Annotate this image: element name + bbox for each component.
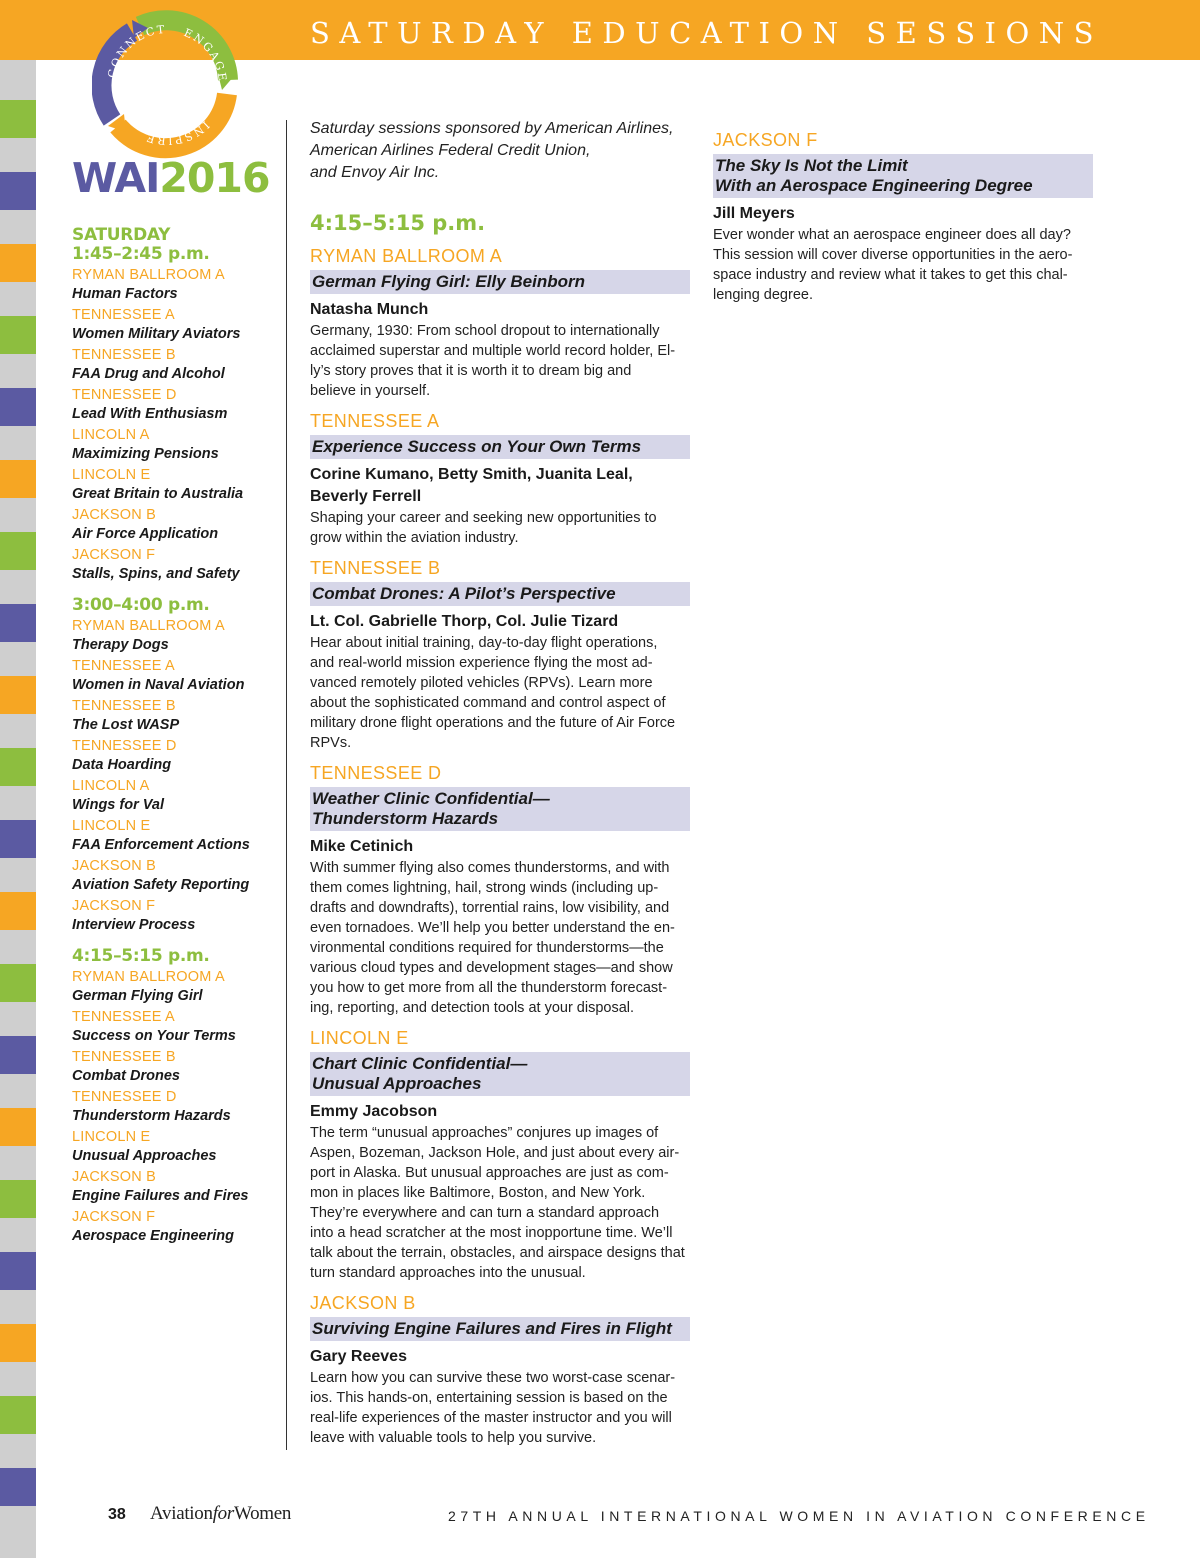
session-description-line: mon in places like Baltimore, Boston, and New York.: [310, 1185, 646, 1201]
brand-wai: WAI: [72, 154, 160, 202]
strip-block: [0, 316, 36, 354]
schedule-sidebar: [72, 226, 277, 1246]
session-block: [310, 409, 690, 548]
session-block: [310, 244, 690, 401]
strip-block: [0, 244, 36, 282]
sponsor-intro-line: and Envoy Air Inc.: [310, 164, 440, 181]
schedule-session: Women Military Aviators: [72, 326, 241, 342]
session-description-line: Aspen, Bozeman, Jackson Hole, and just about every air-: [310, 1145, 680, 1161]
session-description-line: The term “unusual approaches” conjures up images of: [310, 1125, 659, 1141]
schedule-session: Aviation Safety Reporting: [72, 877, 250, 893]
session-block: [310, 1291, 690, 1448]
schedule-session: Thunderstorm Hazards: [72, 1108, 231, 1124]
schedule-room: LINCOLN A: [72, 427, 150, 443]
session-speaker: [310, 611, 690, 633]
schedule-session: The Lost WASP: [72, 717, 180, 733]
schedule-group: [72, 947, 277, 1246]
session-description-line: ly’s story proves that it is worth it to dream big and: [310, 363, 632, 379]
session-title-line: Experience Success on Your Own Terms: [312, 437, 642, 456]
session-speaker: [713, 203, 1093, 225]
session-title-line: Unusual Approaches: [312, 1074, 482, 1093]
session-description-line: about the sophisticated command and control aspect of: [310, 695, 666, 711]
schedule-room: RYMAN BALLROOM A: [72, 267, 225, 283]
publication-name-c: Women: [233, 1503, 292, 1524]
session-room: JACKSON B: [310, 1293, 416, 1313]
session-description-line: ing, reporting, and detection tools at your disposal.: [310, 1000, 635, 1016]
session-speaker: [310, 1101, 690, 1123]
session-title-line: Surviving Engine Failures and Fires in Flight: [312, 1319, 672, 1338]
strip-block: [0, 1180, 36, 1218]
schedule-room: LINCOLN E: [72, 467, 151, 483]
session-description-line: Learn how you can survive these two worst-case scenar-: [310, 1370, 676, 1386]
session-description-line: believe in yourself.: [310, 383, 431, 399]
session-description: [310, 508, 690, 548]
schedule-room: LINCOLN A: [72, 778, 150, 794]
schedule-room: TENNESSEE A: [72, 307, 175, 323]
conference-logo: [92, 10, 242, 160]
session-description-line: port in Alaska. But unusual approaches are just as com-: [310, 1165, 669, 1181]
strip-block: [0, 820, 36, 858]
strip-block: [0, 460, 36, 498]
schedule-room: JACKSON B: [72, 507, 156, 523]
schedule-session: Human Factors: [72, 286, 178, 302]
schedule-room: LINCOLN E: [72, 1129, 151, 1145]
schedule-time: 3:00–4:00 p.m.: [72, 595, 210, 615]
session-description: [310, 633, 690, 753]
session-room: TENNESSEE B: [310, 558, 441, 578]
session-description-line: into a head scratcher at the most inopportune time. We’ll: [310, 1225, 673, 1241]
schedule-session: Engine Failures and Fires: [72, 1188, 249, 1204]
session-description: [310, 1123, 690, 1283]
session-room: LINCOLN E: [310, 1028, 409, 1048]
strip-block: [0, 676, 36, 714]
session-speaker-line: Emmy Jacobson: [310, 1103, 438, 1120]
strip-block: [0, 1468, 36, 1506]
session-title-line: Weather Clinic Confidential—: [312, 789, 550, 808]
schedule-room: TENNESSEE B: [72, 698, 176, 714]
session-description-line: Hear about initial training, day-to-day flight operations,: [310, 635, 658, 651]
schedule-room: JACKSON B: [72, 858, 156, 874]
schedule-session: Stalls, Spins, and Safety: [72, 566, 240, 582]
left-color-strip: [0, 60, 36, 1558]
publication-name-a: Aviation: [150, 1503, 213, 1524]
sponsor-intro-line: American Airlines Federal Credit Union,: [310, 142, 591, 159]
session-block: [310, 556, 690, 753]
session-block: [310, 761, 690, 1018]
sponsor-intro-line: Saturday sessions sponsored by American Airlines,: [310, 120, 674, 137]
session-speaker-line: Gary Reeves: [310, 1348, 407, 1365]
schedule-group: [72, 596, 277, 935]
schedule-room: LINCOLN E: [72, 818, 151, 834]
strip-block: [0, 1324, 36, 1362]
schedule-session: Combat Drones: [72, 1068, 180, 1084]
schedule-room: TENNESSEE A: [72, 1009, 175, 1025]
session-speaker-line: Jill Meyers: [713, 205, 795, 222]
publication-name: [150, 1503, 291, 1525]
schedule-session: Data Hoarding: [72, 757, 172, 773]
session-speaker-line: Beverly Ferrell: [310, 488, 422, 505]
session-speaker-line: Mike Cetinich: [310, 838, 414, 855]
session-speaker: [310, 464, 690, 508]
schedule-session: Maximizing Pensions: [72, 446, 219, 462]
session-description: [310, 321, 690, 401]
session-description-line: acclaimed superstar and multiple world record holder, El-: [310, 343, 676, 359]
strip-block: [0, 388, 36, 426]
session-description: [310, 858, 690, 1018]
schedule-room: RYMAN BALLROOM A: [72, 969, 225, 985]
strip-block: [0, 964, 36, 1002]
logo-ring-connect: CONNECT: [105, 22, 167, 80]
session-room: TENNESSEE A: [310, 411, 440, 431]
session-description-line: Shaping your career and seeking new opportunities to: [310, 510, 657, 526]
strip-block: [0, 172, 36, 210]
session-block: [310, 1026, 690, 1283]
sessions-column-2: [713, 128, 1093, 313]
page-number: 38: [108, 1506, 126, 1523]
strip-block: [0, 1396, 36, 1434]
session-description-line: them comes lightning, hail, strong winds (including up-: [310, 880, 659, 896]
session-description-line: RPVs.: [310, 735, 352, 751]
session-description-line: vironmental conditions required for thunderstorms—the: [310, 940, 664, 956]
schedule-session: FAA Drug and Alcohol: [72, 366, 225, 382]
session-room: TENNESSEE D: [310, 763, 442, 783]
session-speaker-line: Lt. Col. Gabrielle Thorp, Col. Julie Tizard: [310, 613, 619, 630]
schedule-room: TENNESSEE D: [72, 387, 177, 403]
session-description-line: space industry and review what it takes to get this chal-: [713, 267, 1068, 283]
session-title-line: Combat Drones: A Pilot’s Perspective: [312, 584, 616, 603]
schedule-group: [72, 245, 277, 584]
session-description-line: This session will cover diverse opportunities in the aero-: [713, 247, 1073, 263]
session-block: [713, 128, 1093, 305]
session-description-line: various cloud types and development stages—and show: [310, 960, 673, 976]
schedule-room: TENNESSEE A: [72, 658, 175, 674]
session-title-line: Thunderstorm Hazards: [312, 809, 499, 828]
schedule-room: JACKSON B: [72, 1169, 156, 1185]
session-description-line: even tornadoes. We’ll help you better understand the en-: [310, 920, 675, 936]
session-description-line: turn standard approaches into the unusual.: [310, 1265, 586, 1281]
session-room: RYMAN BALLROOM A: [310, 246, 503, 266]
strip-block: [0, 1252, 36, 1290]
schedule-session: German Flying Girl: [72, 988, 203, 1004]
strip-block: [0, 1108, 36, 1146]
banner-title: SATURDAY EDUCATION SESSIONS: [310, 16, 1104, 50]
strip-block: [0, 532, 36, 570]
sessions-column-1: [310, 118, 690, 1456]
session-title: [310, 1317, 690, 1341]
column-divider: [286, 120, 287, 1450]
session-speaker: [310, 299, 690, 321]
session-title-line: With an Aerospace Engineering Degree: [715, 176, 1033, 195]
session-room: JACKSON F: [713, 130, 818, 150]
schedule-session: Unusual Approaches: [72, 1148, 217, 1164]
session-description-line: Germany, 1930: From school dropout to internationally: [310, 323, 660, 339]
schedule-room: TENNESSEE D: [72, 738, 177, 754]
schedule-session: Aerospace Engineering: [72, 1228, 234, 1244]
session-description-line: lenging degree.: [713, 287, 813, 303]
strip-block: [0, 748, 36, 786]
schedule-session: Air Force Application: [72, 526, 219, 542]
schedule-room: RYMAN BALLROOM A: [72, 618, 225, 634]
session-description-line: talk about the terrain, obstacles, and airspace designs that: [310, 1245, 685, 1261]
session-title: [310, 787, 690, 831]
schedule-session: Wings for Val: [72, 797, 164, 813]
schedule-room: JACKSON F: [72, 547, 156, 563]
schedule-session: Interview Process: [72, 917, 196, 933]
session-title: [310, 582, 690, 606]
schedule-room: TENNESSEE B: [72, 347, 176, 363]
session-speaker-line: Natasha Munch: [310, 301, 429, 318]
brand-year: 2016: [159, 154, 270, 202]
session-description-line: military drone flight operations and the future of Air Force: [310, 715, 676, 731]
session-description: [310, 1368, 690, 1448]
schedule-session: Therapy Dogs: [72, 637, 169, 653]
brand-wai2016: [72, 154, 270, 202]
logo-ring-engage: ENGAGE: [181, 26, 230, 84]
session-speaker: [310, 1346, 690, 1368]
session-description-line: With summer flying also comes thunderstorms, and with: [310, 860, 670, 876]
session-time-heading: 4:15–5:15 p.m.: [310, 211, 486, 235]
session-description-line: They’re everywhere and can turn a standard approach: [310, 1205, 660, 1221]
logo-ring-inspire: INSPIRE: [143, 118, 212, 148]
session-speaker-line: Corine Kumano, Betty Smith, Juanita Leal,: [310, 466, 633, 483]
session-description-line: you how to get more from all the thunderstorm forecast-: [310, 980, 668, 996]
sponsor-intro: [310, 118, 690, 184]
schedule-room: JACKSON F: [72, 898, 156, 914]
session-title: [310, 270, 690, 294]
strip-block: [0, 892, 36, 930]
schedule-session: Women in Naval Aviation: [72, 677, 245, 693]
schedule-session: Great Britain to Australia: [72, 486, 244, 502]
schedule-time: 1:45–2:45 p.m.: [72, 244, 210, 264]
session-description: [713, 225, 1093, 305]
strip-block: [0, 604, 36, 642]
session-title: [713, 154, 1093, 198]
schedule-room: TENNESSEE B: [72, 1049, 176, 1065]
session-title-line: Chart Clinic Confidential—: [312, 1054, 528, 1073]
session-title: [310, 435, 690, 459]
session-description-line: and real-world mission experience flying the most ad-: [310, 655, 653, 671]
schedule-room: JACKSON F: [72, 1209, 156, 1225]
session-description-line: Ever wonder what an aerospace engineer does all day?: [713, 227, 1071, 243]
session-description-line: vanced remotely piloted vehicles (RPVs). Learn more: [310, 675, 653, 691]
session-title-line: German Flying Girl: Elly Beinborn: [312, 272, 585, 291]
session-description-line: ios. This hands-on, entertaining session is based on the: [310, 1390, 668, 1406]
session-title: [310, 1052, 690, 1096]
schedule-session: FAA Enforcement Actions: [72, 837, 250, 853]
strip-block: [0, 100, 36, 138]
conference-footer: 27TH ANNUAL INTERNATIONAL WOMEN IN AVIATION CONFERENCE: [448, 1508, 1150, 1524]
strip-block: [0, 1036, 36, 1074]
schedule-session: Lead With Enthusiasm: [72, 406, 228, 422]
session-title-line: The Sky Is Not the Limit: [715, 156, 908, 175]
session-description-line: real-life experiences of the master instructor and you will: [310, 1410, 672, 1426]
session-description-line: leave with valuable tools to help you survive.: [310, 1430, 597, 1446]
schedule-session: Success on Your Terms: [72, 1028, 236, 1044]
session-description-line: drafts and downdrafts), torrential rains, low visibility, and: [310, 900, 670, 916]
publication-name-b: for: [212, 1503, 234, 1524]
schedule-day: SATURDAY: [72, 225, 171, 245]
session-description-line: grow within the aviation industry.: [310, 530, 519, 546]
schedule-time: 4:15–5:15 p.m.: [72, 946, 210, 966]
schedule-room: TENNESSEE D: [72, 1089, 177, 1105]
session-speaker: [310, 836, 690, 858]
